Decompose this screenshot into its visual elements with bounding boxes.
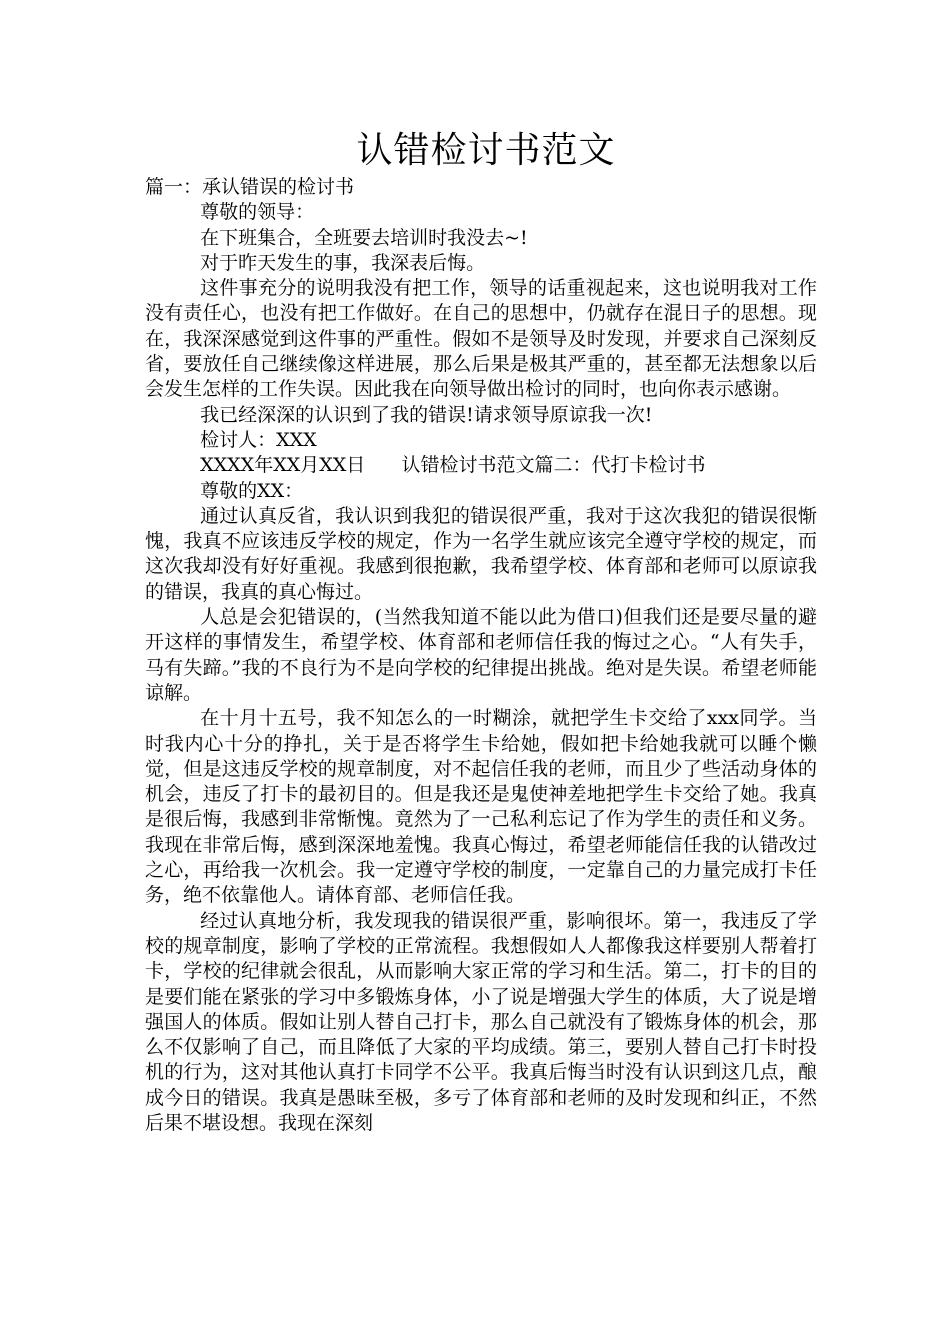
document-page — [145, 128, 817, 1136]
paragraph: 这件事充分的说明我没有把工作，领导的话重视起来，这也说明我对工作没有责任心，也没有把工作做好。在自己的思想中，仍就存在混日子的思想。现在，我深深感觉到这件事的严重性。假如不是领导及时发现，并要求自己深刻反省，要放任自己继续像这样进展，那么后果是极其严重的，甚至都无法想象以后会发生怎样的工作失误。因此我在向领导做出检讨的同时，也向你表示感谢。 — [145, 277, 817, 401]
salutation: 尊敬的XX： — [200, 479, 304, 502]
paragraph: 在十月十五号，我不知怎么的一时糊涂，就把学生卡交给了xxx同学。当时我内心十分的挣扎，关于是否将学生卡给她，假如把卡给她我就可以睡个懒觉，但是这违反学校的规章制度，对不起信任我的老师，而且少了些活动身体的机会，违反了打卡的最初目的。但是我还是鬼使神差地把学生卡交给了她。我真是很后悔，我感到非常惭愧。竟然为了一己私利忘记了作为学生的责任和义务。我现在非常后悔，感到深深地羞愧。我真心悔过，希望老师能信任我的认错改过之心，再给我一次机会。我一定遵守学校的制度，一定靠自己的力量完成打卡任务，绝不依靠他人。请体育部、老师信任我。 — [145, 707, 817, 907]
document-title: 认错检讨书范文 — [356, 130, 616, 171]
paragraph: 通过认真反省，我认识到我犯的错误很严重，我对于这次我犯的错误很惭愧，我真不应该违反学校的规定，作为一名学生就应该完全遵守学校的规定，而这次我却没有好好重视。我感到很抱歉，我希望学校、体育部和老师可以原谅我的错误，我真的真心悔过。 — [145, 504, 817, 603]
date-and-section-heading: XXXX年XX月XX日 认错检讨书范文篇二：代打卡检讨书 — [200, 454, 706, 477]
paragraph: 我已经深深的认识到了我的错误!请求领导原谅我一次! — [200, 403, 653, 426]
salutation: 尊敬的领导： — [200, 201, 315, 224]
paragraph: 对于昨天发生的事，我深表后悔。 — [200, 251, 486, 274]
paragraph: 经过认真地分析，我发现我的错误很严重，影响很坏。第一，我违反了学校的规章制度，影响了学校的正常流程。我想假如人人都像我这样要别人帮着打卡，学校的纪律就会很乱，从而影响大家正常的学习和生活。第二，打卡的目的是要们能在紧张的学习中多锻炼身体，小了说是增强大学生的体质，大了说是增强国人的体质。假如让别人替自己打卡，那么自己就没有了锻炼身体的机会，那么不仅影响了自己，而且降低了大家的平均成绩。第三，要别人替自己打卡时投机的行为，这对其他认真打卡同学不公平。我真后悔当时没有认识到这几点，酿成今日的错误。我真是愚昧至极，多亏了体育部和老师的及时发现和纠正，不然后果不堪设想。我现在深刻 — [145, 909, 817, 1134]
signature-line: 检讨人：XXX — [200, 428, 317, 451]
section-heading: 篇一：承认错误的检讨书 — [145, 176, 355, 198]
paragraph: 人总是会犯错误的，(当然我知道不能以此为借口)但我们还是要尽量的避开这样的事情发生，希望学校、体育部和老师信任我的悔过之心。“人有失手，马有失蹄。”我的不良行为不是向学校的纪律提出挑战。绝对是失误。希望老师能谅解。 — [145, 606, 817, 704]
paragraph: 在下班集合，全班要去培训时我没去~! — [200, 226, 528, 249]
